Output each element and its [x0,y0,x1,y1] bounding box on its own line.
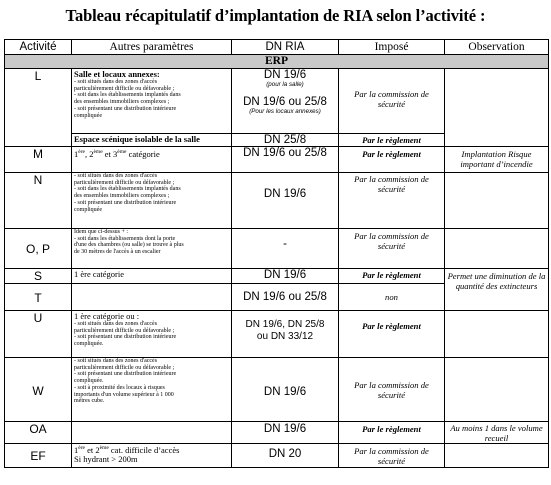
params-S [72,269,232,284]
dn-L-annexes: DN 19/6 ou 25/8 [243,96,327,108]
impose-EF: Par la commission de sécurité [339,444,445,468]
dn-N: DN 19/6 [232,173,339,229]
obs-U [445,311,549,358]
params-L-scene [72,134,232,147]
dn-U-line1: DN 19/6, DN 25/8 [245,319,325,330]
dn-L-scene: DN 25/8 [232,134,339,147]
activite-U: U [5,311,72,358]
table-row-N [5,173,549,229]
dn-L-salle-note: (pour la salle) [266,81,304,88]
params-U-line: compliquée. [74,341,104,348]
params-U-line: - soit présentant une distribution intérieure [74,334,177,341]
dn-U [232,311,339,358]
table-row-U [5,311,549,358]
section-erp-label: ERP [5,55,549,69]
activite-N: N [5,173,72,229]
params-EF [72,444,232,468]
table-row-EF [5,444,549,468]
params-L-line: compliquée [74,112,102,119]
dn-L-salle: DN 19/6 [263,69,307,81]
impose-U: Par le règlement [339,311,445,358]
params-N-line: particulièrement difficile ou défavorable ; [74,179,175,186]
dn-S: DN 19/6 [232,269,339,284]
activite-L: L [5,69,72,147]
params-W-line: - soit situés dans des zones d'accès [74,358,158,364]
params-U-line: - soit situés dans des zones d'accès [74,321,158,327]
params-U [72,311,232,358]
params-W [72,358,232,422]
activite-T: T [5,284,72,311]
obs-W [445,358,549,422]
params-L-head: Salle et locaux annexes: [74,69,160,79]
params-OP-line: Idem que ci-dessus + : [74,229,129,235]
table-row-W [5,358,549,422]
dn-L-annexes-note: (Pour les locaux annexes) [249,108,321,115]
activite-M: M [5,147,72,173]
params-OP-line: - soit dans les établissements dont la porte [74,235,176,242]
params-N-line: - soit dans les établissements implantés dans [74,186,181,193]
params-N [72,173,232,229]
activite-OP: O, P [5,229,72,269]
params-U-head: 1 ère catégorie ou : [74,311,140,321]
activite-S: S [5,269,72,284]
table-row-S [5,269,549,284]
params-W-line: compliquée. [74,378,104,385]
obs-OA: Au moins 1 dans le volume recueil [445,422,549,444]
params-L-line: - soit dans les établissements implantés dans [74,92,181,99]
dn-OA: DN 19/6 [232,422,339,444]
dn-OP: - [232,229,339,269]
impose-OA: Par le règlement [339,422,445,444]
params-L-line: - soit présentant une distribution intérieure [74,105,177,112]
params-M-text: 1ère, 2ème et 3ème catégorie [74,148,160,159]
obs-M: Implantation Risque important d’incendie [445,147,549,173]
table-row-M [5,147,549,173]
activite-OA: OA [5,422,72,444]
header-activite: Activité [5,40,72,55]
params-W-line: importants d'un volume supérieur à 1 000 [74,391,174,398]
params-OA [72,422,232,444]
table-row-L [5,69,549,134]
params-N-line: des ensembles immobiliers complexes ; [74,193,170,200]
params-L-scene-text: Espace scénique isolable de la salle [74,134,200,144]
table-row-OP [5,229,549,269]
ria-table [4,39,549,468]
activite-EF: EF [5,444,72,468]
impose-S: Par le règlement [339,269,445,284]
params-T [72,284,232,311]
params-S-text: 1 ère catégorie [74,269,125,279]
dn-EF: DN 20 [232,444,339,468]
params-W-line: particulièrement difficile ou défavorable ; [74,364,175,371]
obs-EF [445,444,549,468]
obs-OP [445,229,549,269]
params-N-line: - soit situés dans des zones d'accès [74,173,158,179]
params-EF-text: 1ère et 2ème cat. difficile d’accès [74,444,180,455]
params-N-line: - soit présentant une distribution intérieure [74,199,177,206]
params-W-line: mètres cube. [74,398,105,405]
dn-W: DN 19/6 [232,358,339,422]
header-impose: Imposé [339,40,445,55]
section-row-erp [5,55,549,69]
dn-U-line2: ou DN 33/12 [256,331,314,342]
table-row-OA [5,422,549,444]
dn-T: DN 19/6 ou 25/8 [232,284,339,311]
header-observation: Observation [445,40,549,55]
obs-T-text: Permet une diminution de la quantité des extincteurs [447,271,546,291]
header-row [5,40,549,55]
params-OP-line: de 30 mètres de l'accès à un escalier [74,249,161,256]
impose-L-scene: Par le règlement [339,134,445,147]
params-M [72,147,232,173]
dn-M: DN 19/6 ou 25/8 [232,147,339,173]
params-OP [72,229,232,269]
params-L-line: des ensembles immobiliers complexes ; [74,99,170,106]
params-N-line: compliquée [74,206,102,213]
impose-W: Par la commission de sécurité [339,358,445,422]
impose-L: Par la commission de sécurité [339,69,445,134]
impose-OP: Par la commission de sécurité [339,229,445,269]
activite-W: W [5,358,72,422]
params-W-line: - soit présentant une distribution intérieure [74,371,177,378]
header-dn-ria: DN RIA [232,40,339,55]
params-L-line: particulièrement difficile ou défavorable ; [74,85,175,92]
impose-M: Par le règlement [339,147,445,173]
params-L-line: - soit situés dans des zones d'accès [74,79,158,85]
impose-T: non [339,284,445,311]
header-autres-parametres: Autres paramètres [72,40,232,55]
dn-L [232,69,339,134]
obs-N [445,173,549,229]
obs-L [445,69,549,147]
params-W-line: - soit à proximité des locaux à risques [74,384,165,391]
params-OP-line: d'une des chambres (ou salle) se trouve à plus [74,242,184,249]
obs-T [445,269,549,311]
impose-N: Par la commission de sécurité [339,173,445,229]
document-title: Tableau récapitulatif d’implantation de RIA selon l’activité : [65,6,486,25]
params-U-line: particulièrement difficile ou défavorable ; [74,327,175,334]
params-EF-line2: Si hydrant > 200m [74,454,138,465]
params-L [72,69,232,134]
